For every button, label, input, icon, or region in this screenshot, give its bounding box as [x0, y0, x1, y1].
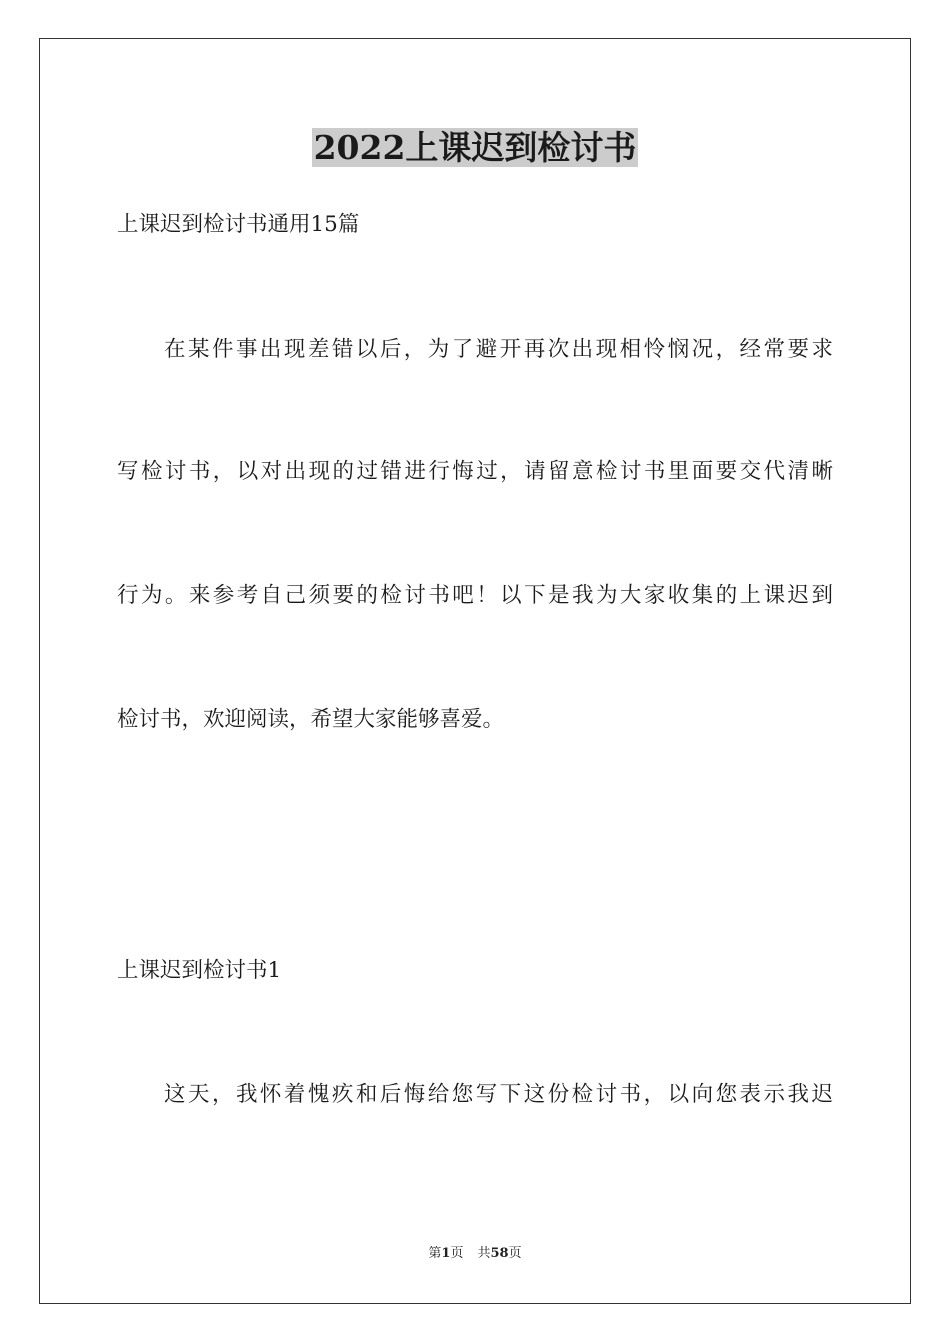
paragraph-line: 这天，我怀着愧疚和后悔给您写下这份检讨书，以向您表示我迟: [164, 1082, 833, 1107]
paragraph-line: 写检讨书，以对出现的过错进行悔过，请留意检讨书里面要交代清晰: [117, 459, 833, 484]
document-title-container: [0, 125, 950, 171]
document-subtitle: 上课迟到检讨书通用15篇: [117, 212, 360, 237]
footer-total-pages: 58: [490, 1246, 509, 1261]
document-title: 2022上课迟到检讨书: [313, 128, 637, 167]
footer-page-suffix: 页: [450, 1246, 464, 1261]
footer-page-number: 1: [441, 1246, 451, 1261]
paragraph-line: 在某件事出现差错以后，为了避开再次出现相怜悯况，经常要求: [164, 337, 833, 362]
paragraph-line: 检讨书，欢迎阅读，希望大家能够喜爱。: [117, 707, 505, 732]
page-footer: [0, 1245, 950, 1263]
footer-total-prefix: 共: [477, 1246, 491, 1261]
footer-total-suffix: 页: [508, 1246, 522, 1261]
footer-page-prefix: 第: [428, 1246, 442, 1261]
section-heading: 上课迟到检讨书1: [117, 958, 282, 983]
paragraph-line: 行为。来参考自己须要的检讨书吧！以下是我为大家收集的上课迟到: [117, 583, 833, 608]
